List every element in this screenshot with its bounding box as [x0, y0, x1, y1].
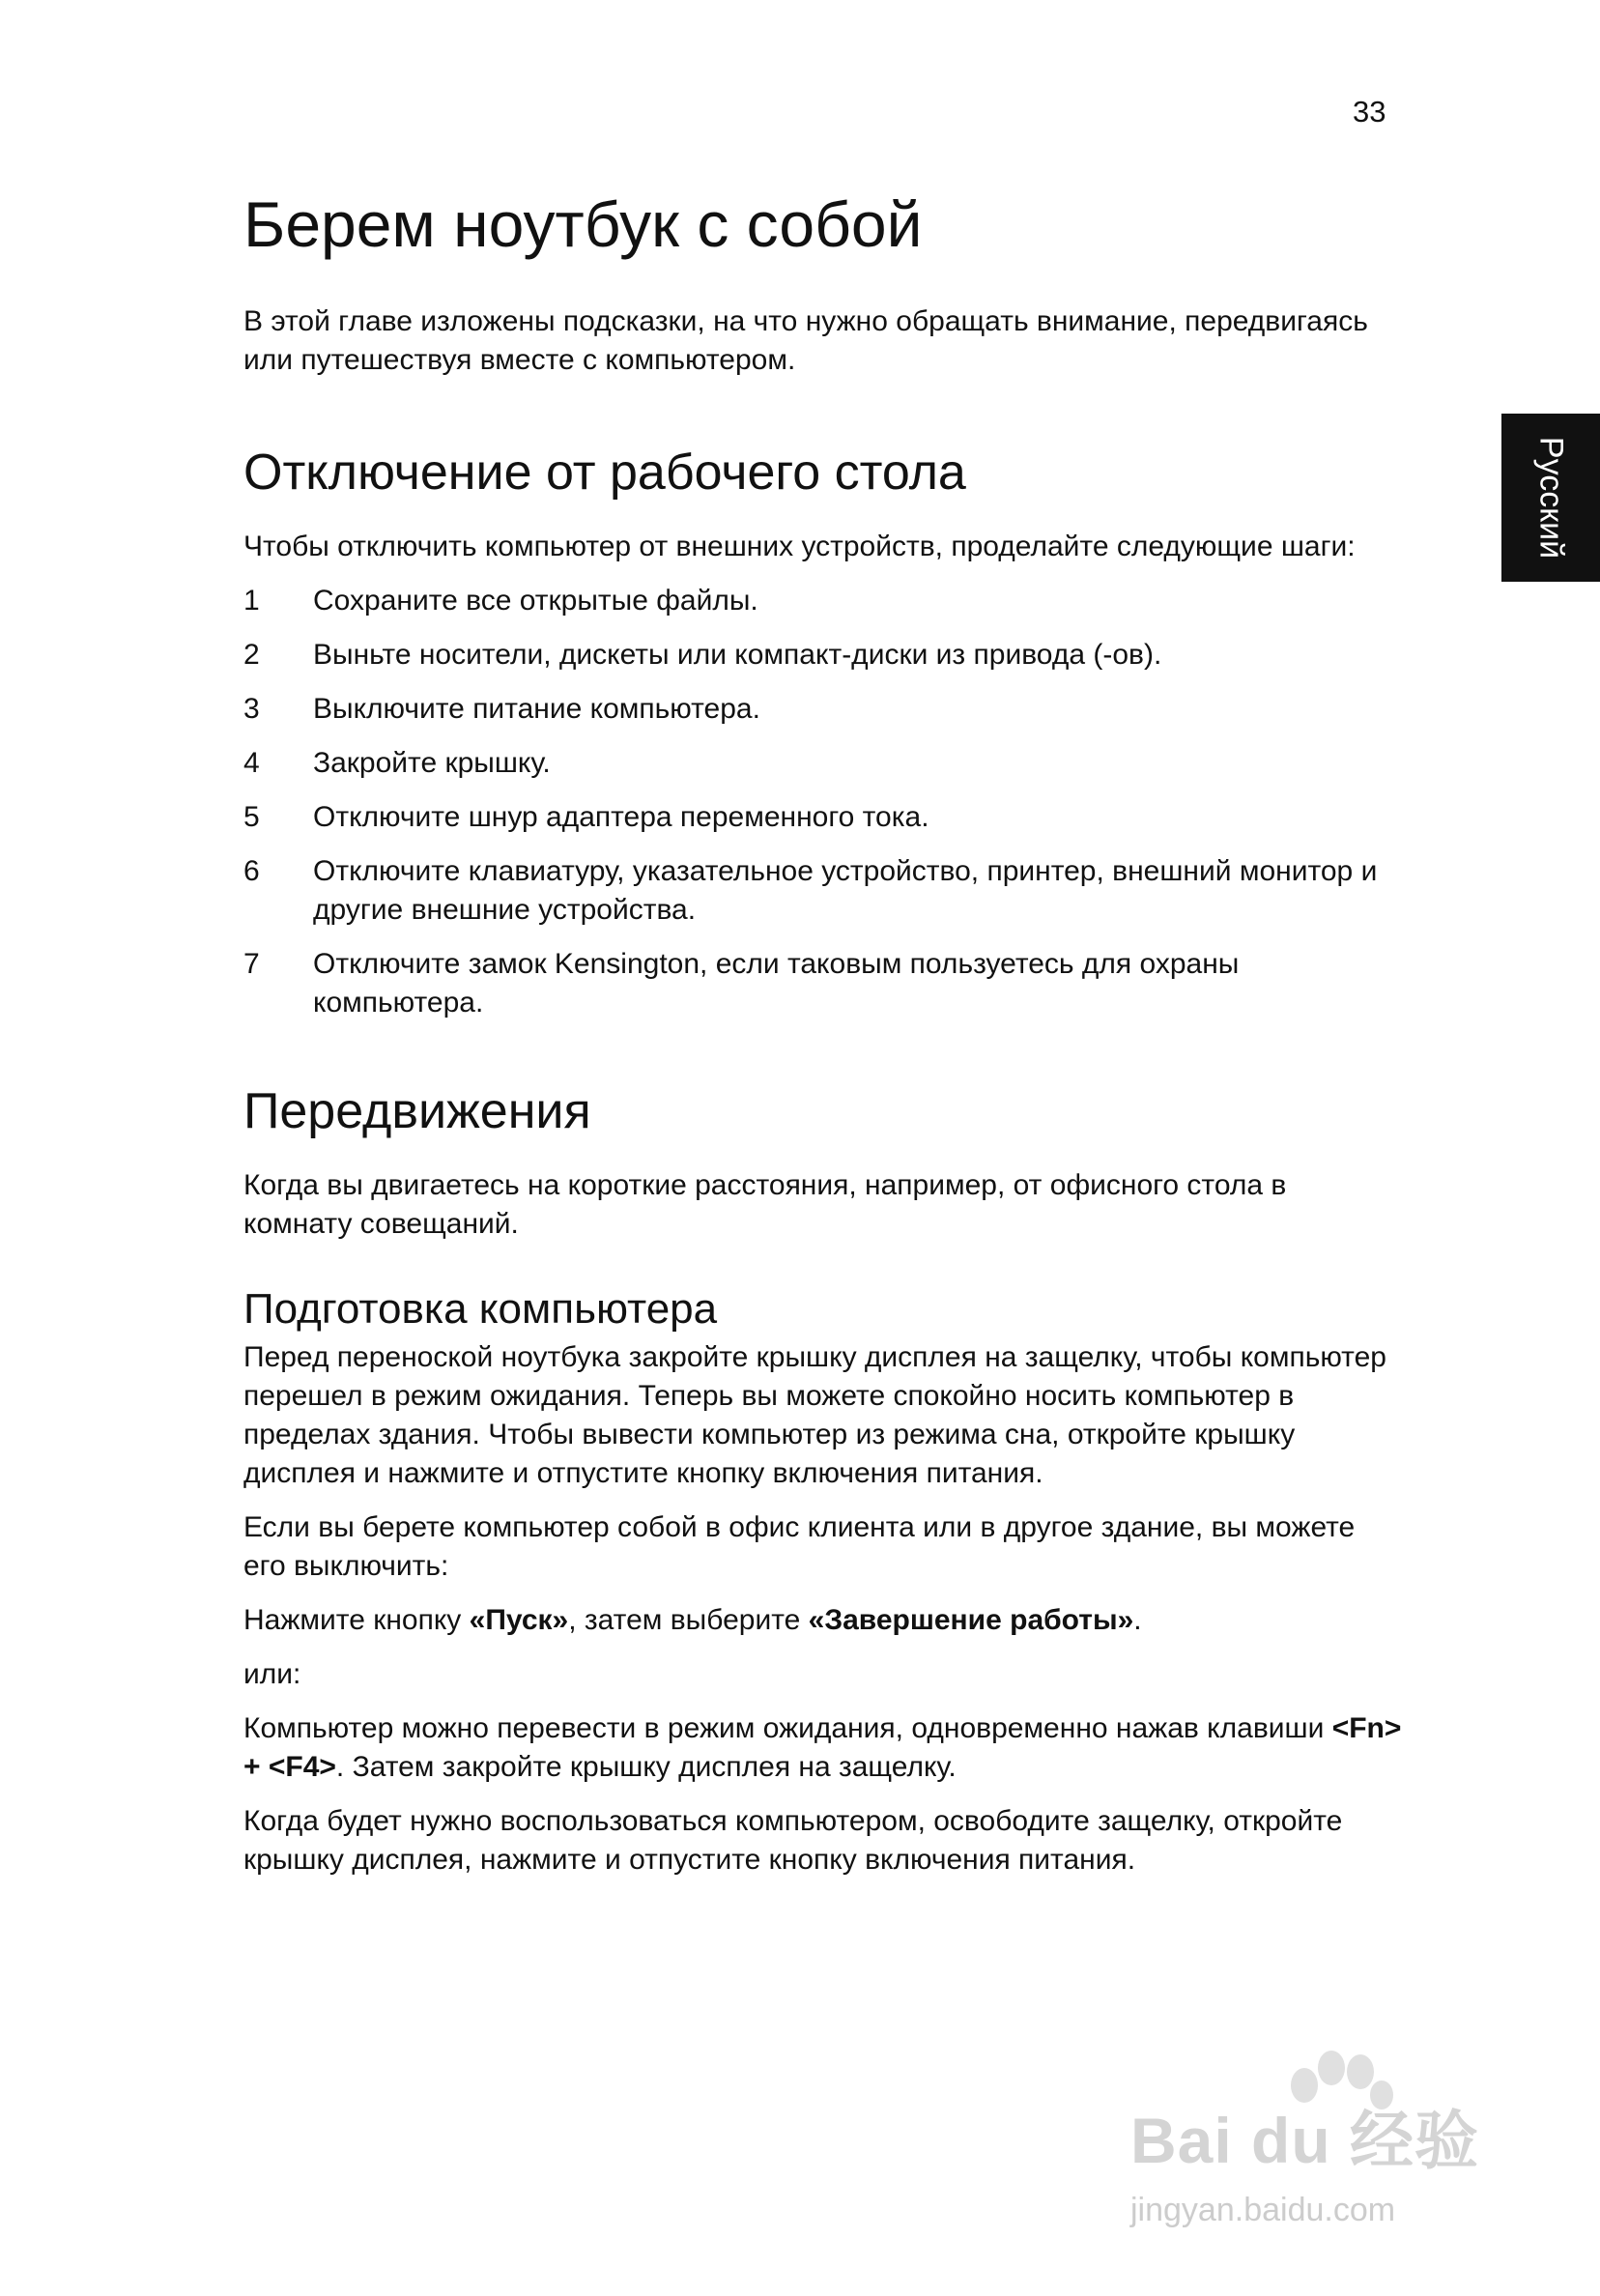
list-item: [243, 744, 1403, 783]
prep-paragraph-3: [243, 1601, 1403, 1640]
step-text: Выключите питание компьютера.: [313, 692, 760, 725]
section-moving-text: Когда вы двигаетесь на короткие расстояния, например, от офисного стола в комнату совещаний.: [243, 1168, 1287, 1240]
step-number: 7: [243, 947, 260, 980]
prep-p3-text-1: Нажмите кнопку: [243, 1604, 470, 1637]
step-number: 2: [243, 638, 260, 671]
section-disconnect-text: Чтобы отключить компьютер от внешних устройств, проделайте следующие шаги:: [243, 530, 1356, 562]
step-text: Отключите шнур адаптера переменного тока.: [313, 800, 929, 833]
step-number: 5: [243, 800, 260, 833]
watermark-url: jingyan.baidu.com: [1130, 2192, 1396, 2228]
baidu-watermark: [1130, 2047, 1517, 2240]
page-title: Берем ноутбук с собой: [243, 188, 923, 260]
disconnect-steps-list: [243, 582, 1403, 1022]
step-text: Закройте крышку.: [313, 746, 551, 779]
list-item: [243, 690, 1403, 729]
prep-p3-text-2: , затем выберите: [568, 1604, 809, 1637]
prep-paragraph-2: Если вы берете компьютер собой в офис клиента или в другое здание, вы можете его выключить:: [243, 1511, 1356, 1583]
language-tab: [1501, 414, 1600, 582]
step-number: 6: [243, 854, 260, 887]
baidu-logo: Bai du 经验: [1130, 2105, 1480, 2176]
step-text: Выньте носители, дискеты или компакт-диски из привода (-ов).: [313, 638, 1162, 671]
step-number: 3: [243, 692, 260, 725]
list-item: [243, 798, 1403, 837]
page-content: [243, 189, 1403, 1895]
step-text: Отключите клавиатуру, указательное устройство, принтер, внешний монитор и другие внешние устройства.: [313, 854, 1378, 926]
section-disconnect-heading: Отключение от рабочего стола: [243, 444, 966, 501]
step-text: Отключите замок Kensington, если таковым пользуетесь для охраны компьютера.: [313, 947, 1240, 1019]
list-item: [243, 636, 1403, 674]
list-item: [243, 945, 1403, 1022]
section-prep-heading: Подготовка компьютера: [243, 1284, 718, 1333]
prep-paragraph-6: Когда будет нужно воспользоваться компьютером, освободите защелку, откройте крышку дисплея, нажмите и отпустите кнопку включения питания.: [243, 1805, 1343, 1877]
section-moving-heading: Передвижения: [243, 1082, 591, 1139]
step-number: 4: [243, 746, 260, 779]
prep-paragraph-1: Перед переноской ноутбука закройте крышку дисплея на защелку, чтобы компьютер перешел в режим ожидания. Теперь вы можете спокойно носить компьютер в пределах здания. Чтобы вывести компьютер из режима сна, откройте крышку дисплея и нажмите и отпустите кнопку включения питания.: [243, 1341, 1386, 1490]
intro-paragraph: В этой главе изложены подсказки, на что нужно обращать внимание, передвигаясь или путешествуя вместе с компьютером.: [243, 304, 1368, 376]
prep-p5-text-2: . Затем закройте крышку дисплея на защелку.: [335, 1751, 957, 1784]
prep-p3-text-3: .: [1133, 1604, 1142, 1637]
list-item: [243, 582, 1403, 620]
key-combo-label: <Fn> + <F4>: [243, 1712, 1402, 1784]
shutdown-label: «Завершение работы»: [808, 1604, 1134, 1637]
language-tab-label: Русский: [1532, 436, 1570, 560]
prep-paragraph-4: или:: [243, 1658, 301, 1691]
prep-paragraph-5: [243, 1709, 1403, 1787]
list-item: [243, 852, 1403, 930]
step-text: Сохраните все открытые файлы.: [313, 584, 758, 617]
page-number: 33: [1353, 95, 1386, 129]
prep-p5-text-1: Компьютер можно перевести в режим ожидания, одновременно нажав клавиши: [243, 1712, 1332, 1745]
start-button-label: «Пуск»: [469, 1604, 569, 1637]
step-number: 1: [243, 584, 260, 617]
